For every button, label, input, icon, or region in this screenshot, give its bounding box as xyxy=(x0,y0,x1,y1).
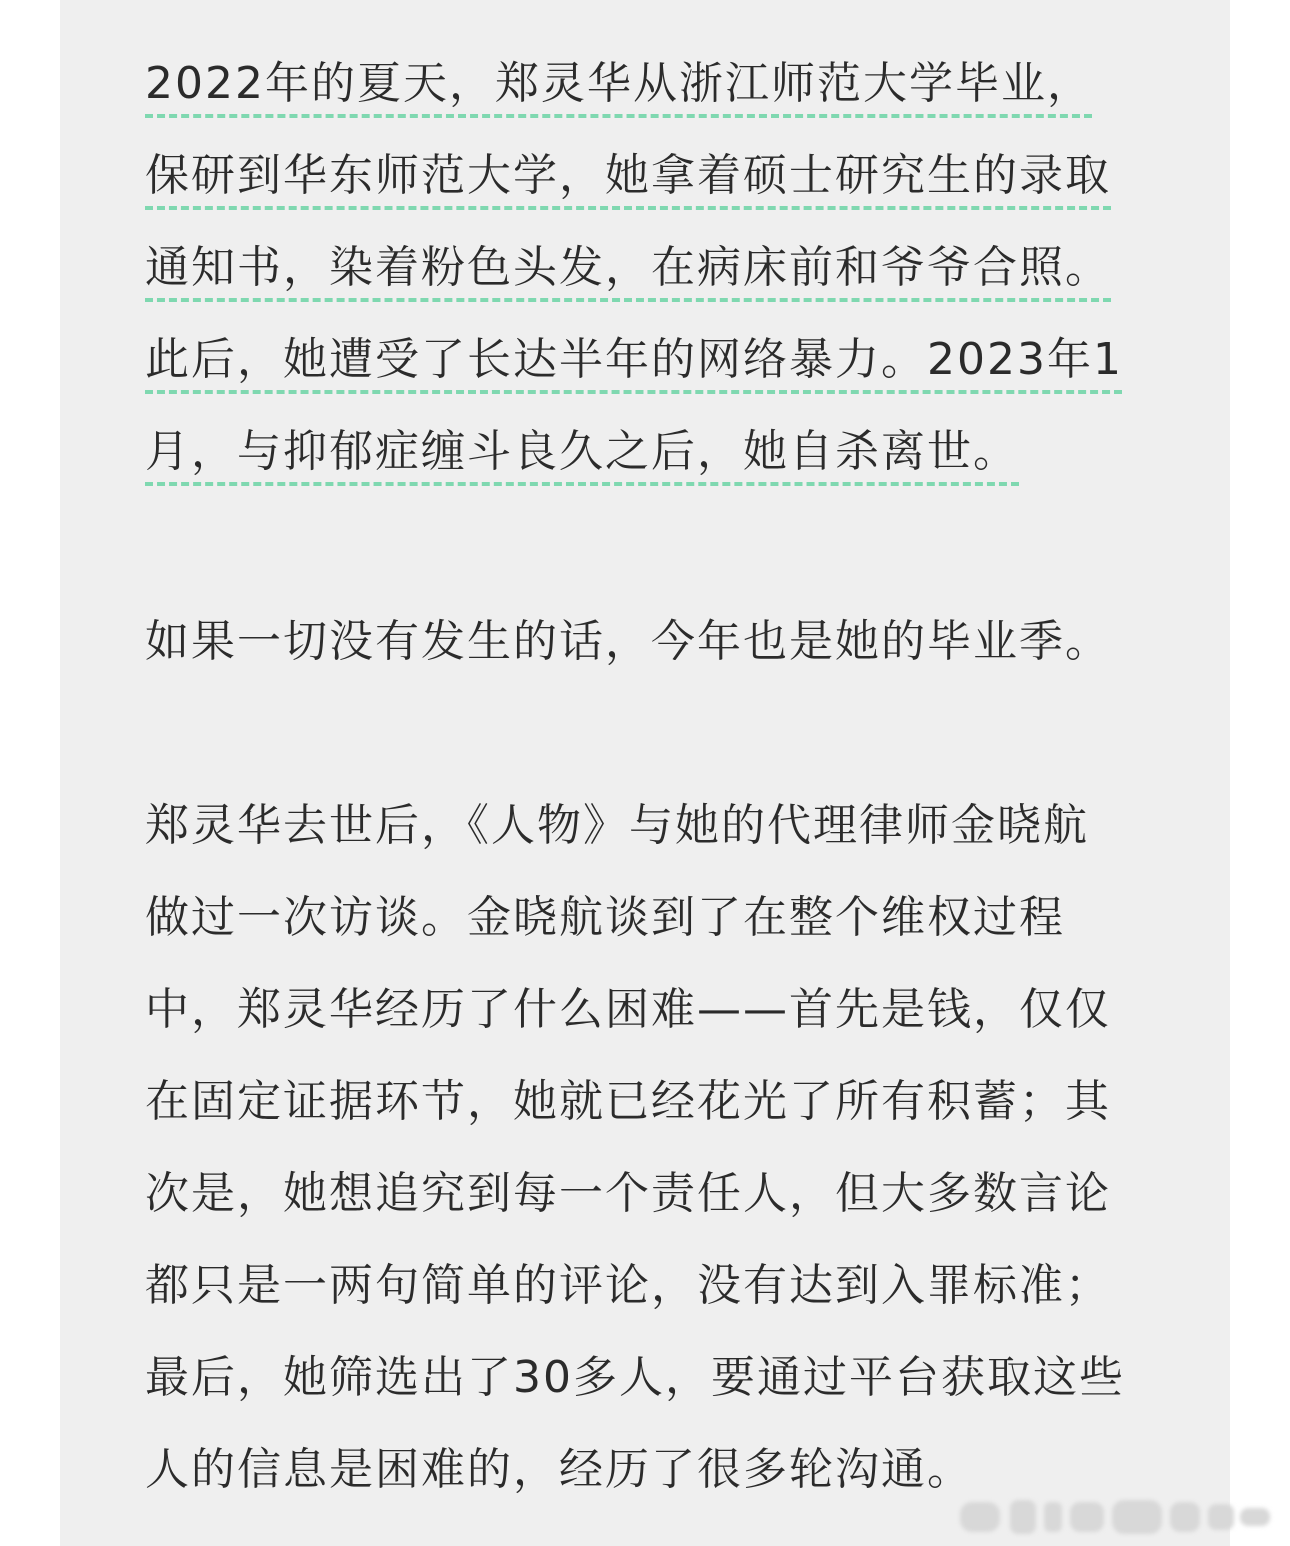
paragraph: 郑灵华去世后，《人物》与她的代理律师金晓航 做过一次访谈。金晓航谈到了在整个维权过程 中，郑灵华经历了什么困难——首先是钱，仅仅 在固定证据环节，她就已经花光了所有积蓄；其 次是，她想追究到每一个责任人，但大多数言论 都只是一两句简单的评论，没有达到入罪标准； 最后，她筛选出了30多人，要通过平台获取这些 人的信息是困难的，经历了很多轮沟通。 xyxy=(145,800,1125,1495)
highlighted-paragraph[interactable]: 2022年的夏天，郑灵华从浙江师范大学毕业， 保研到华东师范大学，她拿着硕士研究生的录取 通知书，染着粉色头发，在病床前和爷爷合照。 此后，她遭受了长达半年的网络暴力。2023年1 月，与抑郁症缠斗良久之后，她自杀离世。 xyxy=(145,58,1123,477)
blurred-watermark-icon xyxy=(940,1496,1280,1538)
paragraph: 如果一切没有发生的话，今年也是她的毕业季。 xyxy=(145,616,1111,667)
article-body xyxy=(145,38,1145,1516)
